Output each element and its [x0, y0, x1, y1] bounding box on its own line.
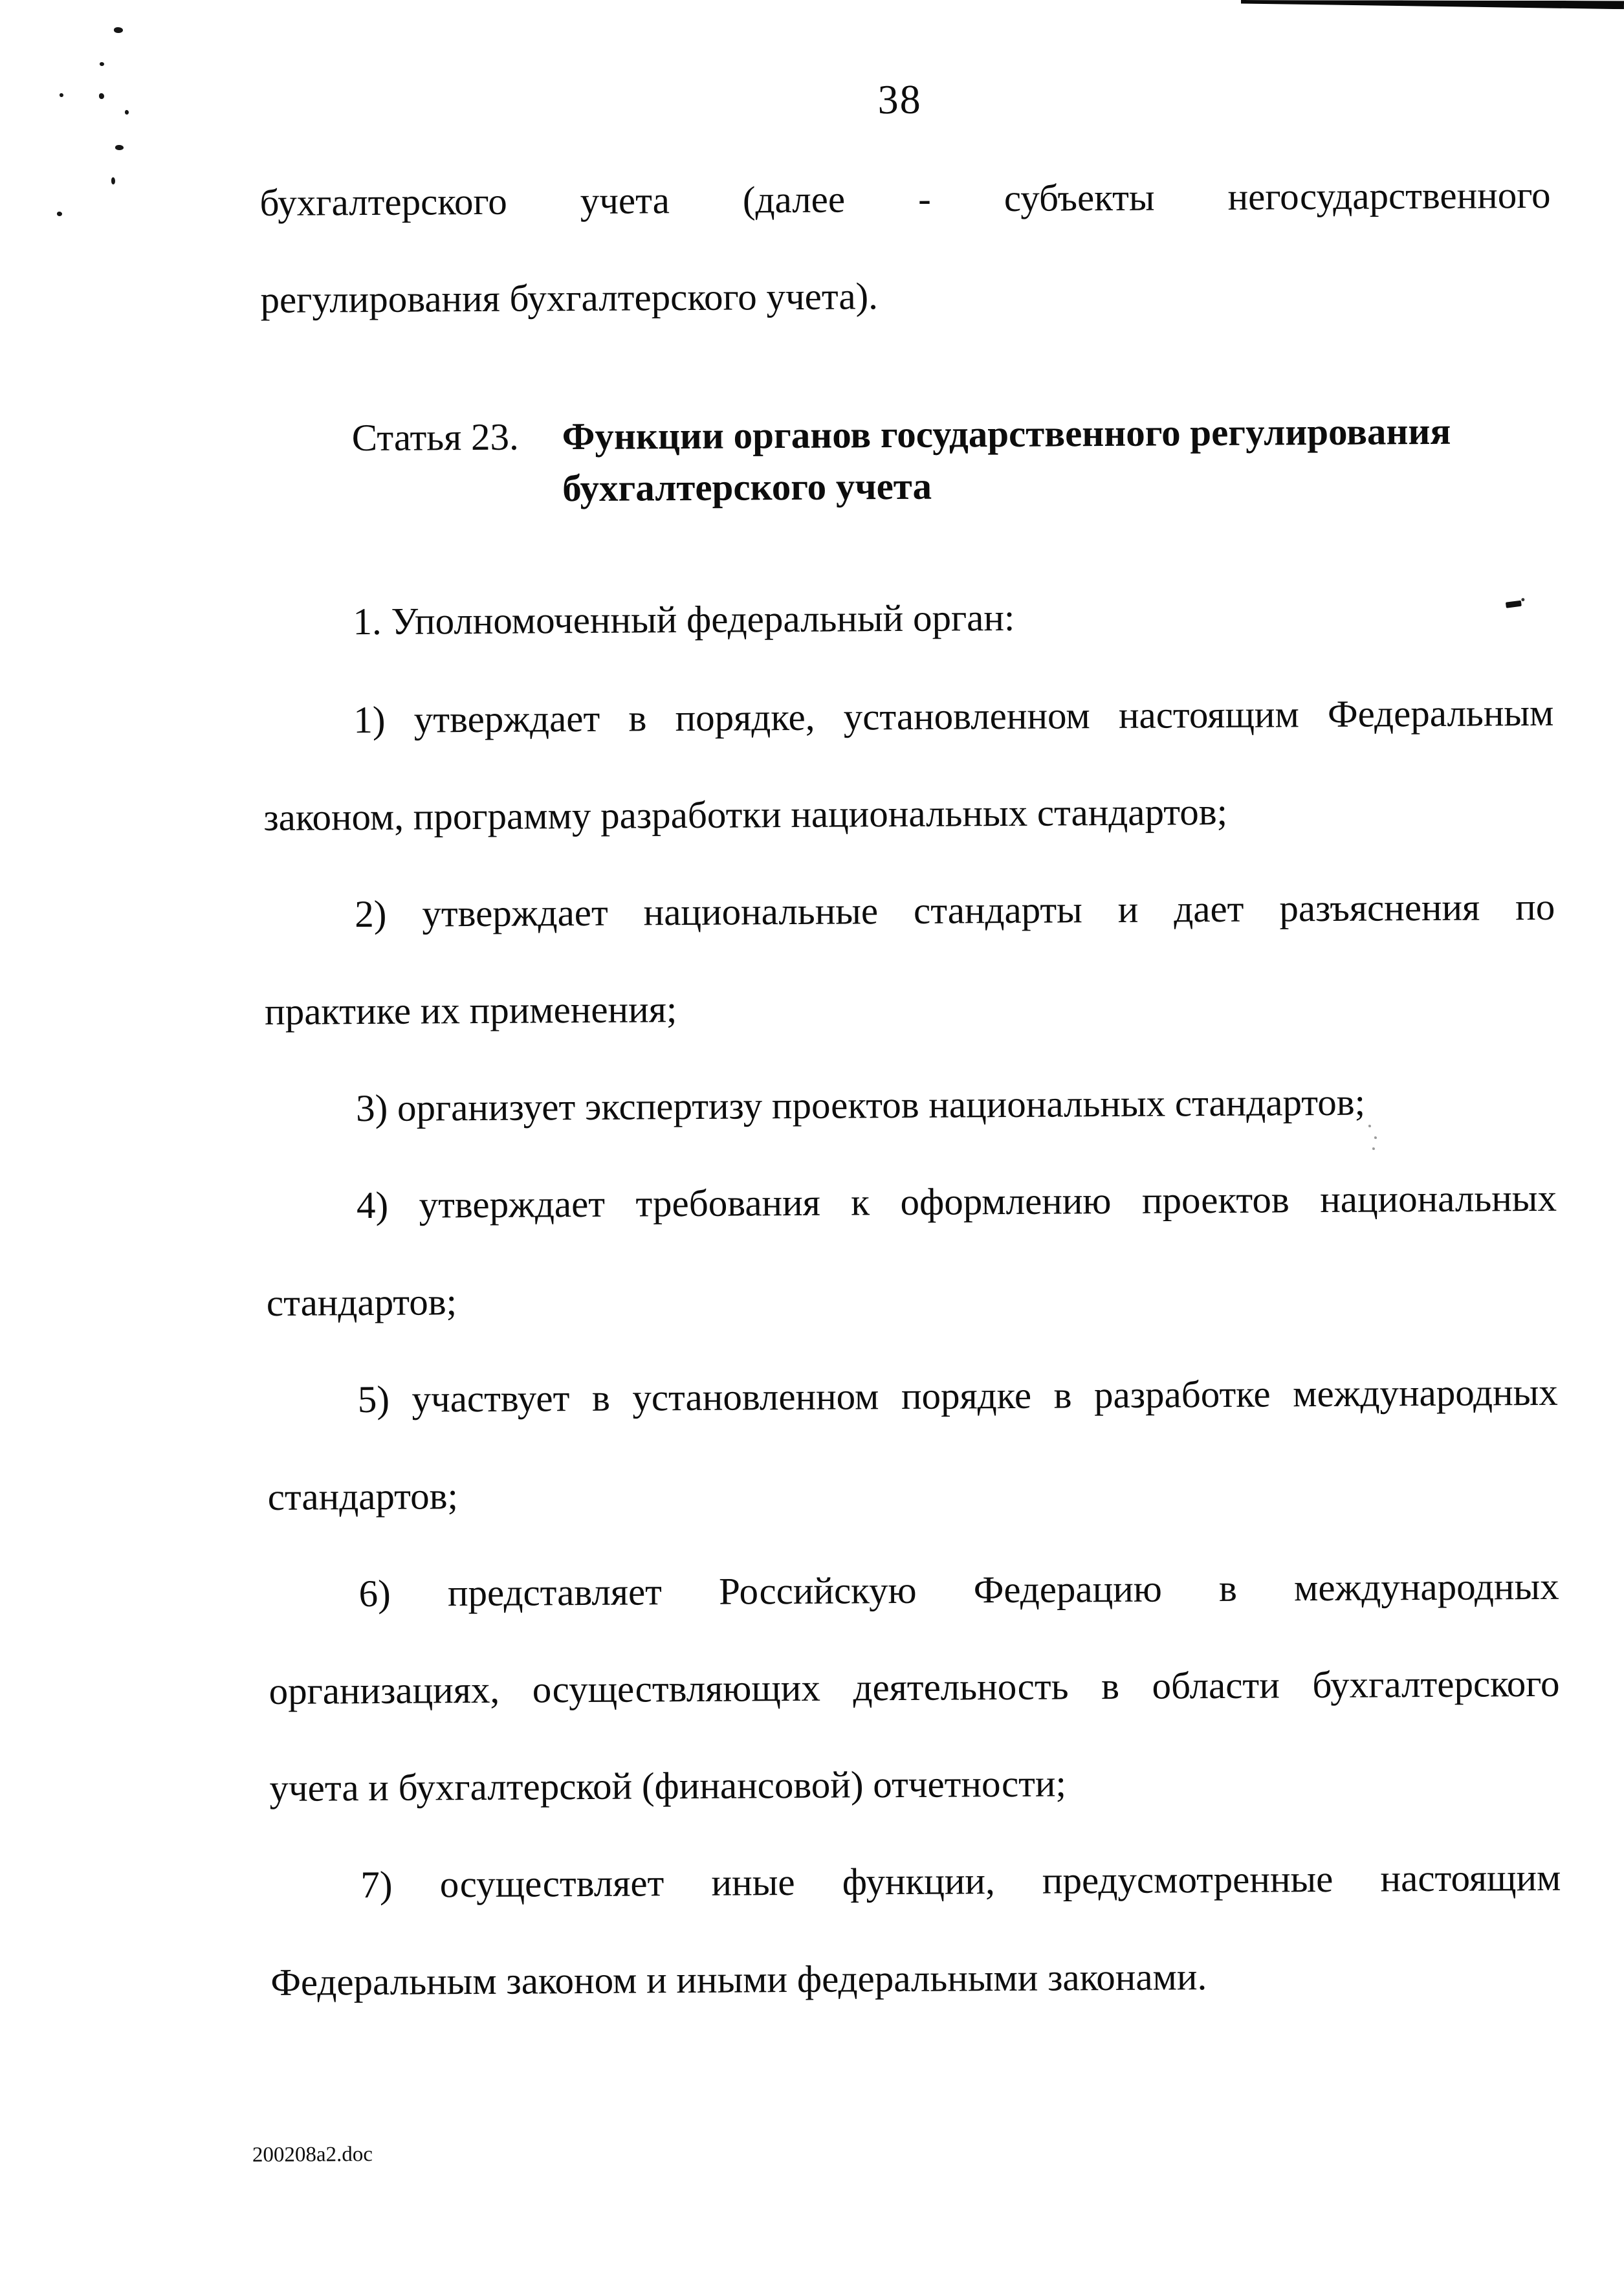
- article-title-line: бухгалтерского учета: [562, 464, 932, 510]
- article-number-label: Статья 23.: [351, 415, 520, 459]
- text-line: 7) осуществляет иные функции, предусмотренные настоящим: [360, 1855, 1561, 1906]
- text-line: 3) организует экспертизу проектов национальных стандартов;: [355, 1080, 1366, 1130]
- text-line: 4) утверждает требования к оформлению проектов национальных: [356, 1176, 1557, 1227]
- footer-filename: 200208a2.doc: [252, 2143, 373, 2167]
- text-line: практике их применения;: [264, 988, 677, 1033]
- text-line: бухгалтерского учета (далее - субъекты негосударственного: [259, 173, 1551, 225]
- text-line: законом, программу разработки национальных стандартов;: [263, 790, 1228, 839]
- text-line: стандартов;: [266, 1280, 457, 1324]
- text-line: 1. Уполномоченный федеральный орган:: [353, 595, 1015, 643]
- article-title: [562, 405, 1451, 514]
- text-line: стандартов;: [267, 1474, 459, 1518]
- text-line: учета и бухгалтерской (финансовой) отчетности;: [269, 1762, 1067, 1809]
- text-line: 2) утверждает национальные стандарты и дает разъяснения по: [355, 885, 1555, 936]
- page-number: 38: [877, 76, 922, 123]
- text-line: 6) представляет Российскую Федерацию в международных: [358, 1564, 1559, 1615]
- article-title-line: Функции органов государственного регулирования: [562, 409, 1451, 458]
- text-line: организациях, осуществляющих деятельность в области бухгалтерского: [269, 1661, 1560, 1712]
- text-line: 5) участвует в установленном порядке в разработке международных: [357, 1370, 1558, 1421]
- text-line: 1) утверждает в порядке, установленном настоящим Федеральным: [353, 691, 1554, 742]
- article-heading: [351, 404, 1552, 510]
- text-line: Федеральным законом и иными федеральными законами.: [270, 1955, 1207, 2004]
- text-line: регулирования бухгалтерского учета).: [260, 274, 879, 322]
